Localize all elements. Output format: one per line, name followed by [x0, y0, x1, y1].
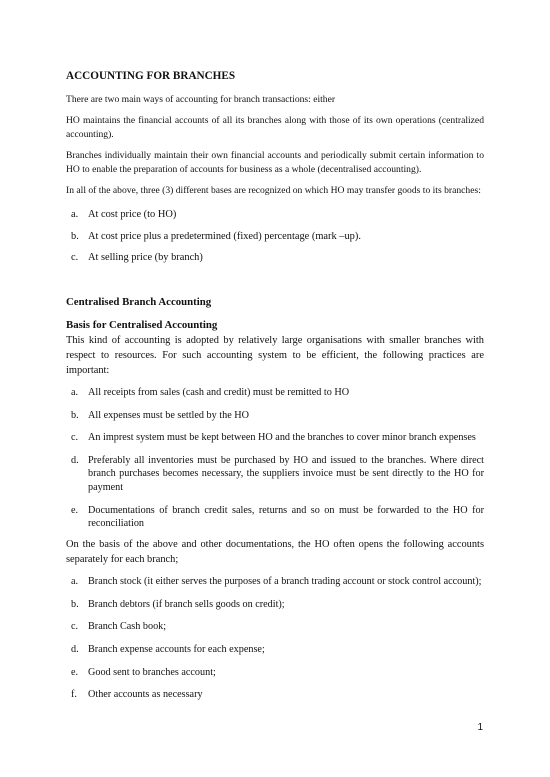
list-marker: e. [71, 504, 79, 516]
list-item-text: Branch expense accounts for each expense; [88, 644, 265, 656]
list-marker: d. [71, 454, 79, 466]
list-item-text: Preferably all inventories must be purchased by HO and issued to the branches. Where direct branch purchases becomes necessary, the suppliers invoice must be sent directly to the HO for payment [88, 454, 484, 494]
intro-paragraph: There are two main ways of accounting for branch transactions: either [66, 94, 336, 105]
list-marker: c. [71, 432, 79, 444]
transfer-bases-list [66, 208, 484, 266]
list-item [66, 620, 484, 634]
list-marker: c. [71, 621, 79, 633]
list-item-text: Other accounts as necessary [88, 689, 203, 701]
list-item [66, 208, 484, 223]
document-title: ACCOUNTING FOR BRANCHES [66, 70, 236, 82]
ho-paragraph: HO maintains the financial accounts of all its branches along with those of its own operations (centralized accounting). [66, 114, 484, 140]
list-item-text: Documentations of branch credit sales, returns and so on must be forwarded to the HO for reconciliation [88, 504, 484, 530]
list-marker: e. [71, 666, 79, 678]
list-marker: a. [71, 209, 79, 220]
adopted-paragraph: This kind of accounting is adopted by relatively large organisations with smaller branches with respect to resources. For such accounting system to be efficient, the following practices are important: [66, 334, 484, 376]
list-marker: d. [71, 644, 79, 656]
list-marker: b. [71, 598, 79, 610]
list-item-text: Good sent to branches account; [88, 666, 216, 678]
list-item [66, 431, 484, 445]
subsection-title: Basis for Centralised Accounting [66, 318, 218, 331]
list-item-text: Branch Cash book; [88, 621, 167, 633]
list-item [66, 688, 484, 702]
accounts-list [66, 575, 484, 702]
list-item-text: Branch stock (it either serves the purposes of a branch trading account or stock control account); [88, 576, 482, 588]
list-item-text: All receipts from sales (cash and credit) must be remitted to HO [88, 387, 350, 399]
list-marker: c. [71, 252, 79, 263]
list-marker: a. [71, 576, 79, 588]
list-item [66, 666, 484, 680]
list-item [66, 251, 484, 266]
page-content [66, 70, 484, 711]
list-marker: a. [71, 387, 79, 399]
list-item [66, 643, 484, 657]
list-item-text: At cost price (to HO) [88, 209, 177, 220]
list-item [66, 504, 484, 531]
section-title: Centralised Branch Accounting [66, 295, 212, 308]
practices-list [66, 386, 484, 531]
list-item [66, 409, 484, 423]
list-marker: b. [71, 230, 79, 242]
list-item-text: An imprest system must be kept between HO and the branches to cover minor branch expenses [88, 432, 476, 444]
bases-paragraph: In all of the above, three (3) different bases are recognized on which HO may transfer goods to its branches: [66, 184, 481, 196]
list-item-text: At selling price (by branch) [88, 252, 203, 263]
list-marker: f. [71, 689, 77, 701]
basis-paragraph: On the basis of the above and other documentations, the HO often opens the following accounts separately for each branch; [66, 538, 484, 566]
branches-paragraph: Branches individually maintain their own financial accounts and periodically submit certain information to HO to enable the preparation of accounts for business as a whole (decentralised accounting). [66, 149, 484, 175]
list-item-text: Branch debtors (if branch sells goods on credit); [88, 598, 285, 610]
list-item [66, 386, 484, 400]
list-item-text: At cost price plus a predetermined (fixed) percentage (mark –up). [88, 230, 361, 242]
page-number: 1 [477, 722, 483, 733]
list-item [66, 230, 484, 245]
list-item-text: All expenses must be settled by the HO [88, 409, 249, 421]
list-item [66, 454, 484, 495]
list-item [66, 575, 484, 589]
list-item [66, 598, 484, 612]
list-marker: b. [71, 409, 79, 421]
